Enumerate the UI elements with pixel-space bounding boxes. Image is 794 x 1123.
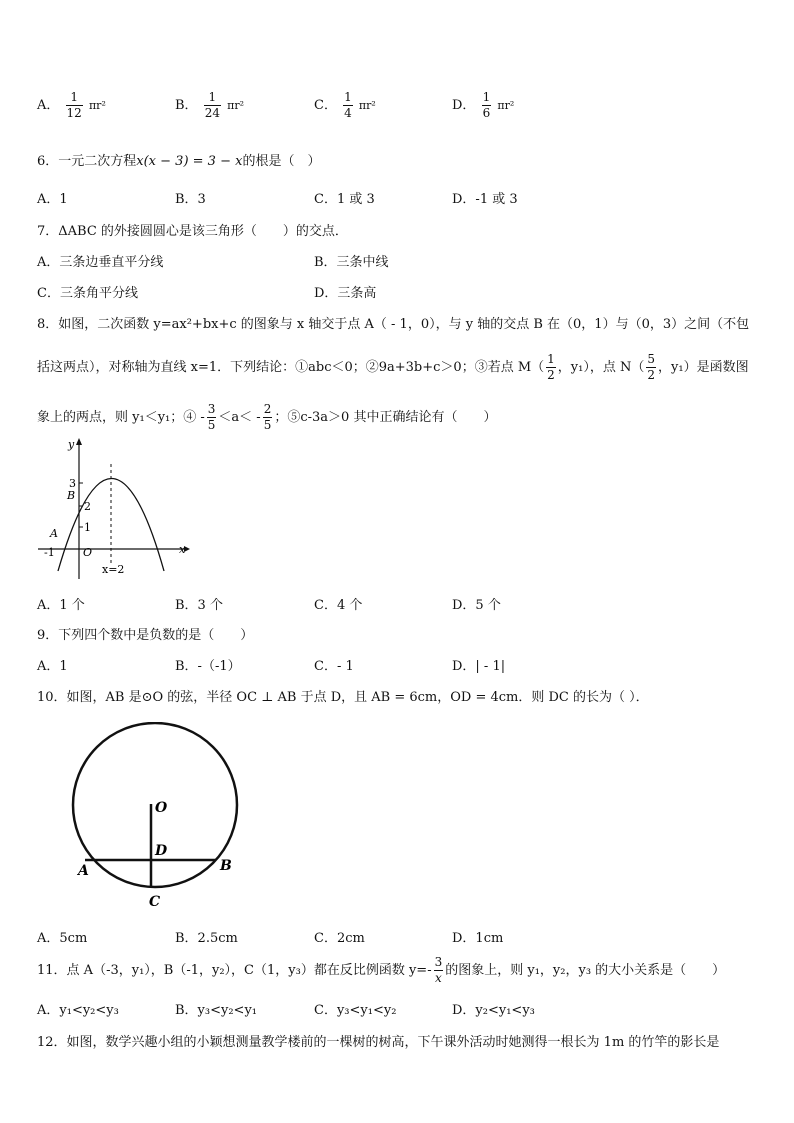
- numerator: 1: [482, 90, 491, 104]
- denominator: 24: [204, 106, 220, 120]
- denominator: x: [435, 971, 442, 985]
- denominator: 6: [482, 106, 491, 120]
- q7-option-d: D．三条高: [314, 286, 377, 301]
- q8-line2-mid: ，y₁），点 N（: [557, 360, 645, 375]
- q11-option-d: D．y₂<y₁<y₃: [452, 1003, 535, 1018]
- tick-label-2: 2: [84, 500, 91, 513]
- option-tail: πr²: [88, 99, 106, 112]
- q8-line2-pre: 括这两点），对称轴为直线 x=1．下列结论：①abc＜0；②9a+3b+c＞0；③若点 M（: [37, 360, 545, 375]
- q10-stem: 10．如图，AB 是⊙O 的弦，半径 OC ⊥ AB 于点 D，且 AB = 6cm，OD = 4cm．则 DC 的长为（ ）．: [37, 690, 649, 705]
- denominator: 5: [207, 418, 216, 432]
- q7-stem: 7．ΔABC 的外接圆圆心是该三角形（ ）的交点．: [37, 224, 348, 239]
- q8-option-c: C．4 个: [314, 598, 363, 613]
- q8-line3-post: ；⑤c-3a＞0 其中正确结论有（ ）: [274, 410, 497, 425]
- q10-option-b: B．2.5cm: [175, 931, 238, 946]
- point-c-label: C: [149, 894, 161, 910]
- q8-stem-line1: 8．如图，二次函数 y=ax²+bx+c 的图象与 x 轴交于点 A（ - 1，0），与 y 轴的交点 B 在（0，1）与（0，3）之间（不包: [37, 317, 750, 332]
- q9-option-a: A．1: [37, 659, 68, 674]
- q6-option-d: D．-1 或 3: [452, 192, 518, 207]
- denominator: 2: [547, 368, 555, 382]
- fraction: [482, 90, 492, 121]
- fraction-2-5: [263, 402, 273, 433]
- q6-stem-pre: 6．一元二次方程: [37, 154, 137, 169]
- symmetry-axis-label: x=2: [102, 563, 125, 576]
- q8-option-a: A．1 个: [37, 598, 85, 613]
- q7-option-b: B．三条中线: [314, 255, 389, 270]
- point-a-label: A: [50, 527, 58, 540]
- fraction-3-x: [434, 955, 444, 986]
- origin-label: O: [83, 546, 93, 559]
- q10-circle-figure: [60, 722, 260, 912]
- q5-option-c: [314, 90, 376, 121]
- q8-line3-mid: ＜a＜ -: [218, 410, 261, 425]
- q7-option-a: A．三条边垂直平分线: [37, 255, 164, 270]
- q7-option-c: C．三条角平分线: [37, 286, 138, 301]
- q11-stem-pre: 11．点 A（-3，y₁），B（-1，y₂），C（1，y₃）都在反比例函数 y=-: [37, 963, 432, 978]
- denominator: 4: [344, 106, 352, 120]
- numerator: 3: [434, 955, 443, 969]
- option-label: A．: [37, 98, 60, 113]
- denominator: 5: [263, 418, 272, 432]
- q11-option-a: A．y₁<y₂<y₃: [37, 1003, 119, 1018]
- q9-option-d: D．| - 1|: [452, 659, 506, 674]
- q11-stem-post: 的图象上，则 y₁，y₂，y₃ 的大小关系是（ ）: [445, 963, 726, 978]
- option-label: D．: [452, 98, 476, 113]
- point-d-label: D: [155, 843, 168, 859]
- tick-label-1: 1: [84, 521, 91, 534]
- option-tail: πr²: [227, 99, 245, 112]
- q6-option-b: B．3: [175, 192, 206, 207]
- q6-equation: x(x − 3) = 3 − x: [136, 154, 243, 169]
- q8-stem-line2: [37, 352, 749, 383]
- q9-option-c: C．- 1: [314, 659, 354, 674]
- numerator: 1: [344, 90, 352, 104]
- denominator: 12: [66, 106, 82, 120]
- option-tail: πr²: [358, 99, 376, 112]
- q5-option-a: [37, 90, 106, 121]
- point-b-label: B: [220, 858, 232, 874]
- y-axis-arrow: [76, 438, 82, 445]
- fraction-n: [646, 352, 656, 383]
- denominator: 2: [647, 368, 656, 382]
- point-b-label: B: [67, 489, 76, 502]
- q8-option-d: D．5 个: [452, 598, 501, 613]
- numerator: 2: [263, 402, 272, 416]
- numerator: 3: [207, 402, 216, 416]
- q5-option-b: [175, 90, 244, 121]
- fraction: [343, 90, 353, 121]
- q6-option-c: C．1 或 3: [314, 192, 375, 207]
- q8-line2-post: ，y₁）是函数图: [658, 360, 749, 375]
- numerator: 5: [647, 352, 656, 366]
- fraction-m: [546, 352, 556, 383]
- option-tail: πr²: [497, 99, 515, 112]
- fraction: [66, 90, 83, 121]
- option-label: C．: [314, 98, 337, 113]
- fraction-3-5: [207, 402, 217, 433]
- option-label: B．: [175, 98, 198, 113]
- q10-option-c: C．2cm: [314, 931, 365, 946]
- q8-line3-pre: 象上的两点，则 y₁＜y₁；④ -: [37, 410, 205, 425]
- q8-parabola-figure: [34, 436, 194, 586]
- tick-label-neg1: -1: [44, 546, 55, 559]
- q8-stem-line3: [37, 402, 496, 433]
- q10-option-a: A．5cm: [37, 931, 88, 946]
- q10-option-d: D．1cm: [452, 931, 504, 946]
- fraction: [204, 90, 221, 121]
- point-o-label: O: [155, 800, 168, 816]
- numerator: 1: [66, 90, 83, 106]
- q9-option-b: B．-（-1）: [175, 659, 241, 674]
- q6-option-a: A．1: [37, 192, 68, 207]
- q8-option-b: B．3 个: [175, 598, 223, 613]
- q12-stem: 12．如图，数学兴趣小组的小颖想测量教学楼前的一棵树的树高，下午课外活动时她测得一根长为 1m 的竹竿的影长是: [37, 1035, 720, 1050]
- numerator: 1: [547, 352, 555, 366]
- x-axis-label: x: [179, 543, 186, 556]
- point-a-label: A: [78, 863, 89, 879]
- tick-label-3: 3: [69, 477, 76, 490]
- q5-option-d: [452, 90, 514, 121]
- numerator: 1: [204, 90, 221, 106]
- y-axis-label: y: [68, 438, 75, 451]
- q11-option-c: C．y₃<y₁<y₂: [314, 1003, 397, 1018]
- q11-stem: [37, 955, 725, 986]
- q6-stem: [37, 150, 320, 169]
- q6-stem-post: 的根是（ ）: [242, 154, 321, 169]
- q11-option-b: B．y₃<y₂<y₁: [175, 1003, 258, 1018]
- q9-stem: 9．下列四个数中是负数的是（ ）: [37, 628, 254, 643]
